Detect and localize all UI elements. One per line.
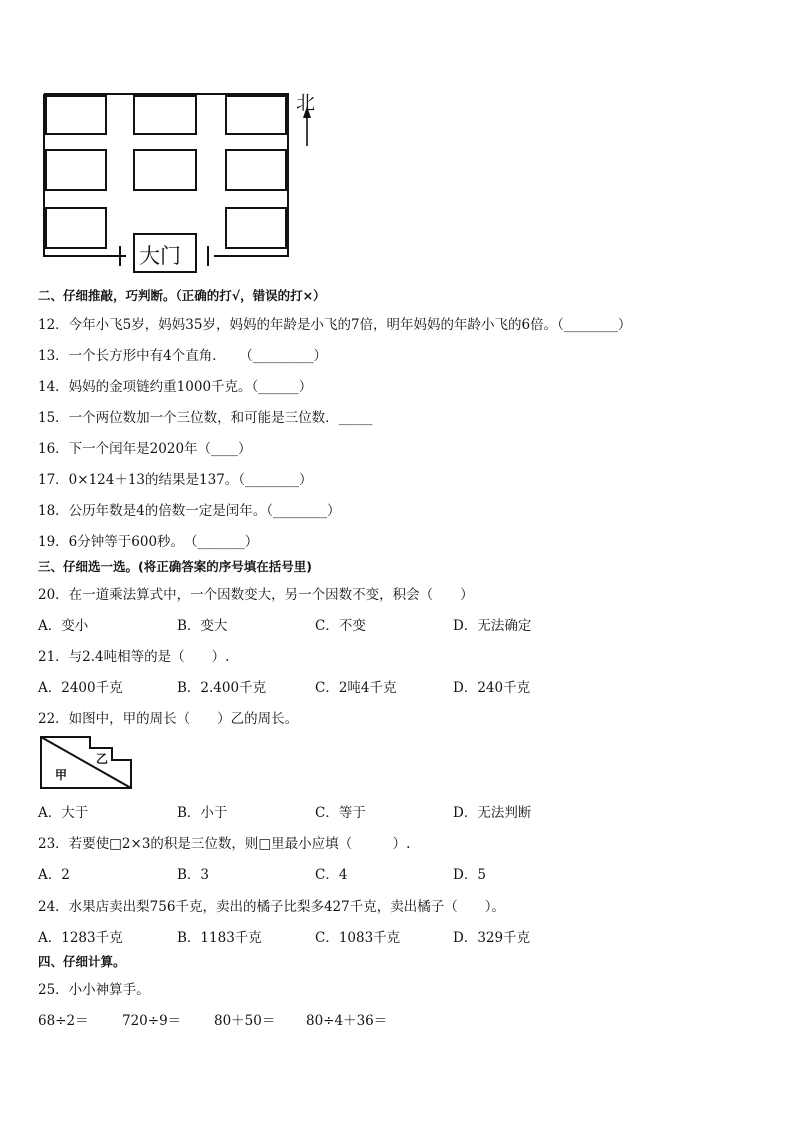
expression-2: 720÷9＝ [122, 1013, 182, 1029]
question-25: 25．小小神算手。 [38, 982, 150, 998]
q21-option-c: C．2吨4千克 [315, 680, 397, 696]
q23-option-d: D．5 [453, 867, 486, 883]
section4-heading: 四、仔细计算。 [38, 954, 126, 969]
question-13: 13．一个长方形中有4个直角． （_________） [38, 348, 328, 364]
question-20: 20．在一道乘法算式中，一个因数变大，另一个因数不变，积会（ ） [38, 587, 474, 603]
school-map-figure [36, 88, 336, 278]
question-12: 12．今年小飞5岁，妈妈35岁，妈妈的年龄是小飞的7倍，明年妈妈的年龄小飞的6倍。（________） [38, 317, 632, 333]
question-14: 14．妈妈的金项链约重1000千克。（______） [38, 379, 313, 395]
q22-option-c: C．等于 [315, 805, 366, 821]
q21-option-a: A．2400千克 [38, 680, 123, 696]
question-24: 24．水果店卖出梨756千克，卖出的橘子比梨多427千克，卖出橘子（ ）。 [38, 899, 505, 915]
q20-option-d: D．无法确定 [453, 618, 532, 634]
question-21: 21．与2.4吨相等的是（ ）. [38, 649, 230, 665]
question-16: 16．下一个闰年是2020年（____） [38, 441, 252, 457]
question-17: 17．0×124＋13的结果是137。（________） [38, 472, 313, 488]
question-22: 22．如图中，甲的周长（ ）乙的周长。 [38, 711, 299, 727]
expression-3: 80＋50＝ [214, 1013, 276, 1029]
q23-option-a: A．2 [38, 867, 70, 883]
perimeter-shape-figure [38, 734, 138, 792]
shape-label-yi: 乙 [96, 752, 109, 766]
section2-heading: 二、仔细推敲，巧判断。（正确的打√，错误的打×） [38, 288, 326, 303]
shape-label-jia: 甲 [55, 768, 68, 782]
q23-option-c: C．4 [315, 867, 348, 883]
q24-option-c: C．1083千克 [315, 930, 401, 946]
q20-option-b: B．变大 [177, 618, 228, 634]
question-19: 19．6分钟等于600秒。 （_______） [38, 534, 259, 550]
q22-option-d: D．无法判断 [453, 805, 532, 821]
q20-option-c: C．不变 [315, 618, 366, 634]
q24-option-b: B．1183千克 [177, 930, 262, 946]
q21-option-d: D．240千克 [453, 680, 531, 696]
q21-option-b: B．2.400千克 [177, 680, 267, 696]
question-23: 23．若要使□2×3的积是三位数，则□里最小应填（ ）. [38, 836, 411, 852]
north-label: 北 [296, 92, 316, 114]
gate-label: 大门 [139, 244, 181, 268]
q20-option-a: A．变小 [38, 618, 89, 634]
section3-heading: 三、仔细选一选。(将正确答案的序号填在括号里) [38, 559, 312, 574]
expression-4: 80÷4＋36＝ [306, 1013, 388, 1029]
q24-option-a: A．1283千克 [38, 930, 123, 946]
q24-option-d: D．329千克 [453, 930, 531, 946]
expression-1: 68÷2＝ [38, 1013, 89, 1029]
q22-option-a: A．大于 [38, 805, 89, 821]
question-15: 15．一个两位数加一个三位数，和可能是三位数．_____ [38, 410, 373, 426]
question-18: 18．公历年数是4的倍数一定是闰年。（________） [38, 503, 341, 519]
q23-option-b: B．3 [177, 867, 210, 883]
q22-option-b: B．小于 [177, 805, 228, 821]
